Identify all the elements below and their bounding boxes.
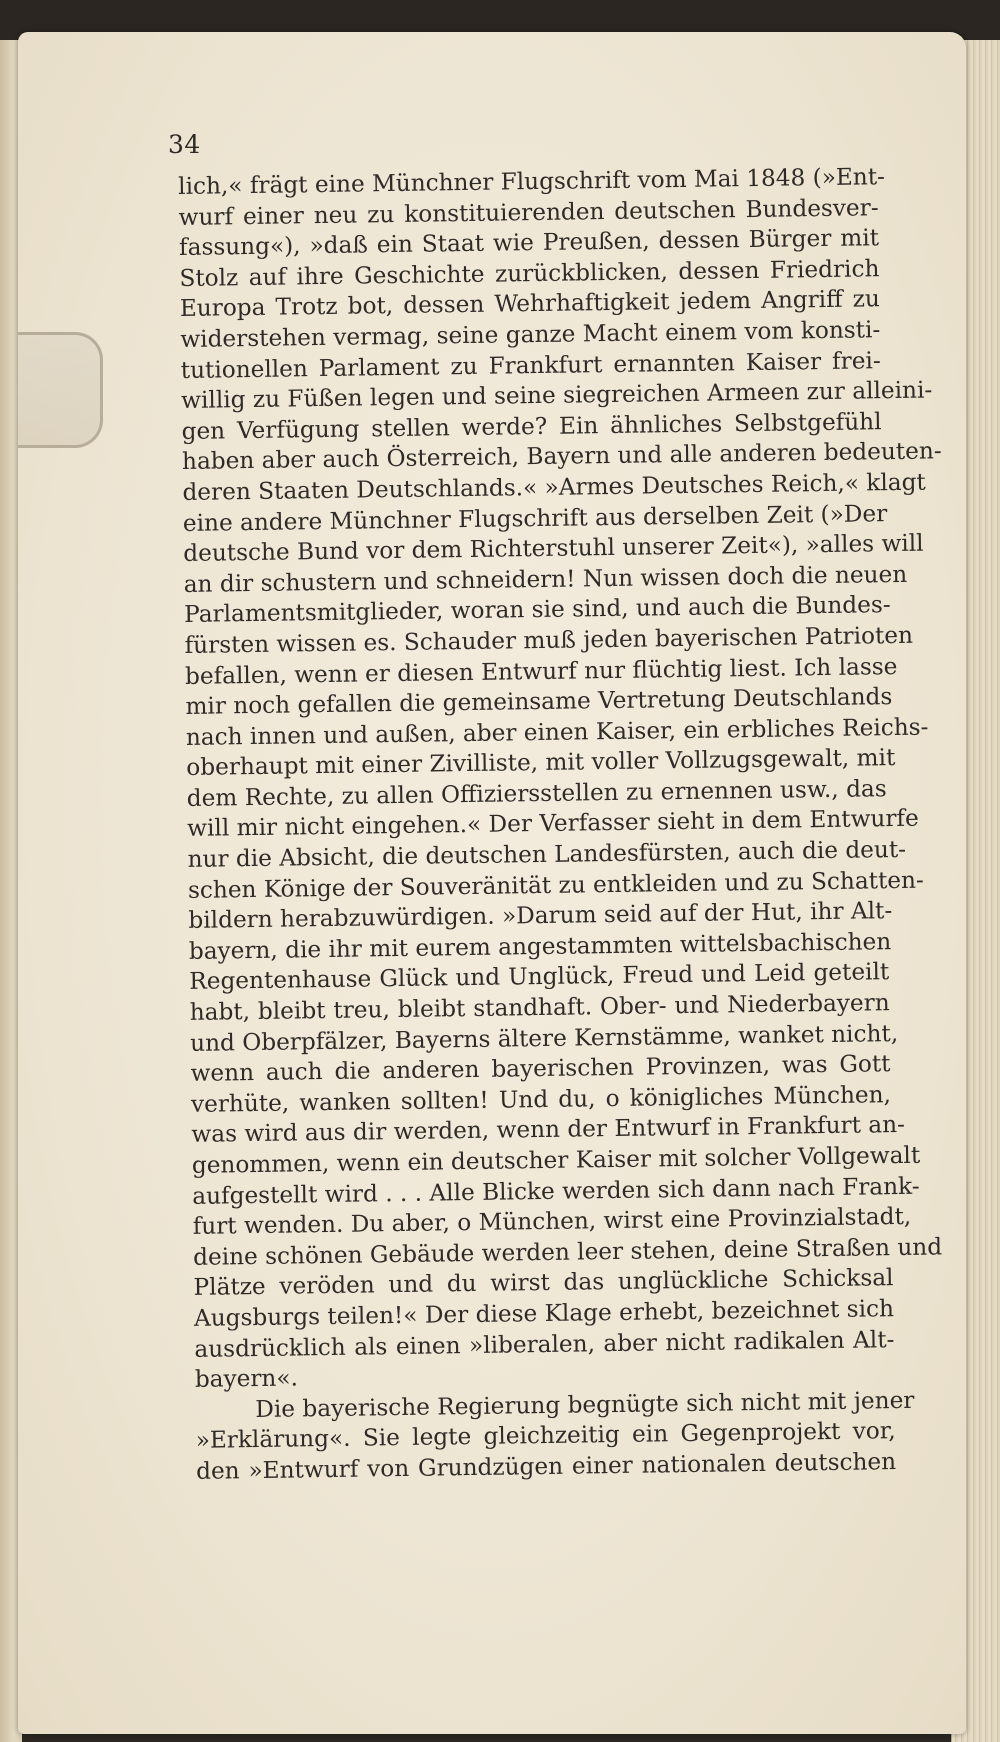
text-line: tutionellen Parlament zu Frankfurt ernannten Kaiser frei- — [180, 346, 881, 384]
text-line: Die bayerische Regierung begnügte sich nicht mit jener — [255, 1386, 915, 1423]
text-line: deine schönen Gebäude werden leer stehen, deine Straßen und — [192, 1233, 943, 1271]
text-line: Stolz auf ihre Geschichte zurückblicken, dessen Friedrich — [179, 254, 880, 292]
text-line: habt, bleibt treu, bleibt standhaft. Ober- und Niederbayern — [189, 989, 890, 1026]
text-line: ausdrücklich als einen »liberalen, aber nicht radikalen Alt- — [194, 1325, 895, 1363]
text-line: »Erklärung«. Sie legte gleichzeitig ein Gegenprojekt vor, — [195, 1417, 896, 1455]
paper-clip-mark — [18, 332, 103, 448]
text-line: deren Staaten Deutschlands.« »Armes Deutsches Reich,« klagt — [182, 468, 926, 506]
text-line: lich,« frägt eine Münchner Flugschrift vom Mai 1848 (»Ent- — [178, 163, 886, 200]
text-line: widerstehen vermag, seine ganze Macht einem vom konsti- — [180, 316, 881, 353]
text-line: wenn auch die anderen bayerischen Provinzen, was Gott — [190, 1050, 891, 1088]
text-line: und Oberpfälzer, Bayerns ältere Kernstämme, wanket nicht, — [189, 1019, 899, 1057]
text-line: fassung«), »daß ein Staat wie Preußen, dessen Bürger mit — [178, 224, 880, 262]
text-line: Parlamentsmitglieder, woran sie sind, und auch die Bundes- — [183, 591, 891, 629]
text-line: befallen, wenn er diesen Entwurf nur flüchtig liest. Ich lasse — [184, 652, 898, 690]
text-line: den »Entwurf von Grundzügen einer nationalen deutschen — [195, 1448, 897, 1485]
text-line: bildern herabzuwürdigen. »Darum seid auf der Hut, ihr Alt- — [188, 897, 893, 935]
text-line: nach innen und außen, aber einen Kaiser, ein erbliches Reichs- — [185, 713, 929, 751]
book-page — [18, 32, 966, 1734]
text-line: genommen, wenn ein deutscher Kaiser mit solcher Vollgewalt — [191, 1141, 921, 1179]
text-line: an dir schustern und schneidern! Nun wissen doch die neuen — [183, 560, 908, 598]
text-line: will mir nicht eingehen.« Der Verfasser sieht in dem Entwurfe — [186, 805, 919, 843]
text-line: schen Könige der Souveränität zu entkleiden und zu Schatten- — [187, 866, 924, 904]
text-line: bayern, die ihr mit eurem angestammten wittelsbachischen — [188, 927, 892, 965]
text-line: furt wenden. Du aber, o München, wirst eine Provinzialstadt, — [192, 1203, 912, 1241]
text-line: willig zu Füßen legen und seine siegreichen Armeen zur alleini- — [181, 376, 933, 415]
text-line: mir noch gefallen die gemeinsame Vertretung Deutschlands — [185, 683, 893, 721]
text-line: dem Rechte, zu allen Offiziersstellen zu ernennen usw., das — [186, 775, 887, 812]
text-line: Europa Trotz bot, dessen Wehrhaftigkeit jedem Angriff zu — [179, 285, 881, 323]
text-line: aufgestellt wird . . . Alle Blicke werden sich dann nach Frank- — [192, 1172, 920, 1210]
text-line: Plätze veröden und du wirst das unglückliche Schicksal — [193, 1264, 894, 1302]
text-line: haben aber auch Österreich, Bayern und alle anderen bedeuten- — [181, 437, 942, 476]
text-line: was wird aus dir werden, wenn der Entwurf in Frankfurt an- — [191, 1111, 906, 1149]
text-line: deutsche Bund vor dem Richterstuhl unserer Zeit«), »alles will — [183, 529, 924, 568]
text-line: verhüte, wanken sollten! Und du, o königliches München, — [190, 1080, 892, 1118]
text-line: wurf einer neu zu konstituierenden deutschen Bundesver- — [178, 193, 879, 231]
text-line: oberhaupt mit einer Zivilliste, mit voller Vollzugsgewalt, mit — [186, 744, 896, 782]
text-line: eine andere Münchner Flugschrift aus derselben Zeit (»Der — [182, 499, 888, 537]
text-line: gen Verfügung stellen werde? Ein ähnliches Selbstgefühl — [181, 407, 882, 445]
text-line: bayern«. — [194, 1364, 299, 1394]
body-text — [178, 162, 943, 1487]
text-line: nur die Absicht, die deutschen Landesfürsten, auch die deut- — [187, 835, 907, 873]
page-number: 34 — [168, 130, 201, 159]
text-line: Augsburgs teilen!« Der diese Klage erhebt, bezeichnet sich — [193, 1295, 895, 1332]
text-line: Regentenhause Glück und Unglück, Freud und Leid geteilt — [189, 958, 890, 996]
text-line: fürsten wissen es. Schauder muß jeden bayerischen Patrioten — [184, 621, 914, 659]
